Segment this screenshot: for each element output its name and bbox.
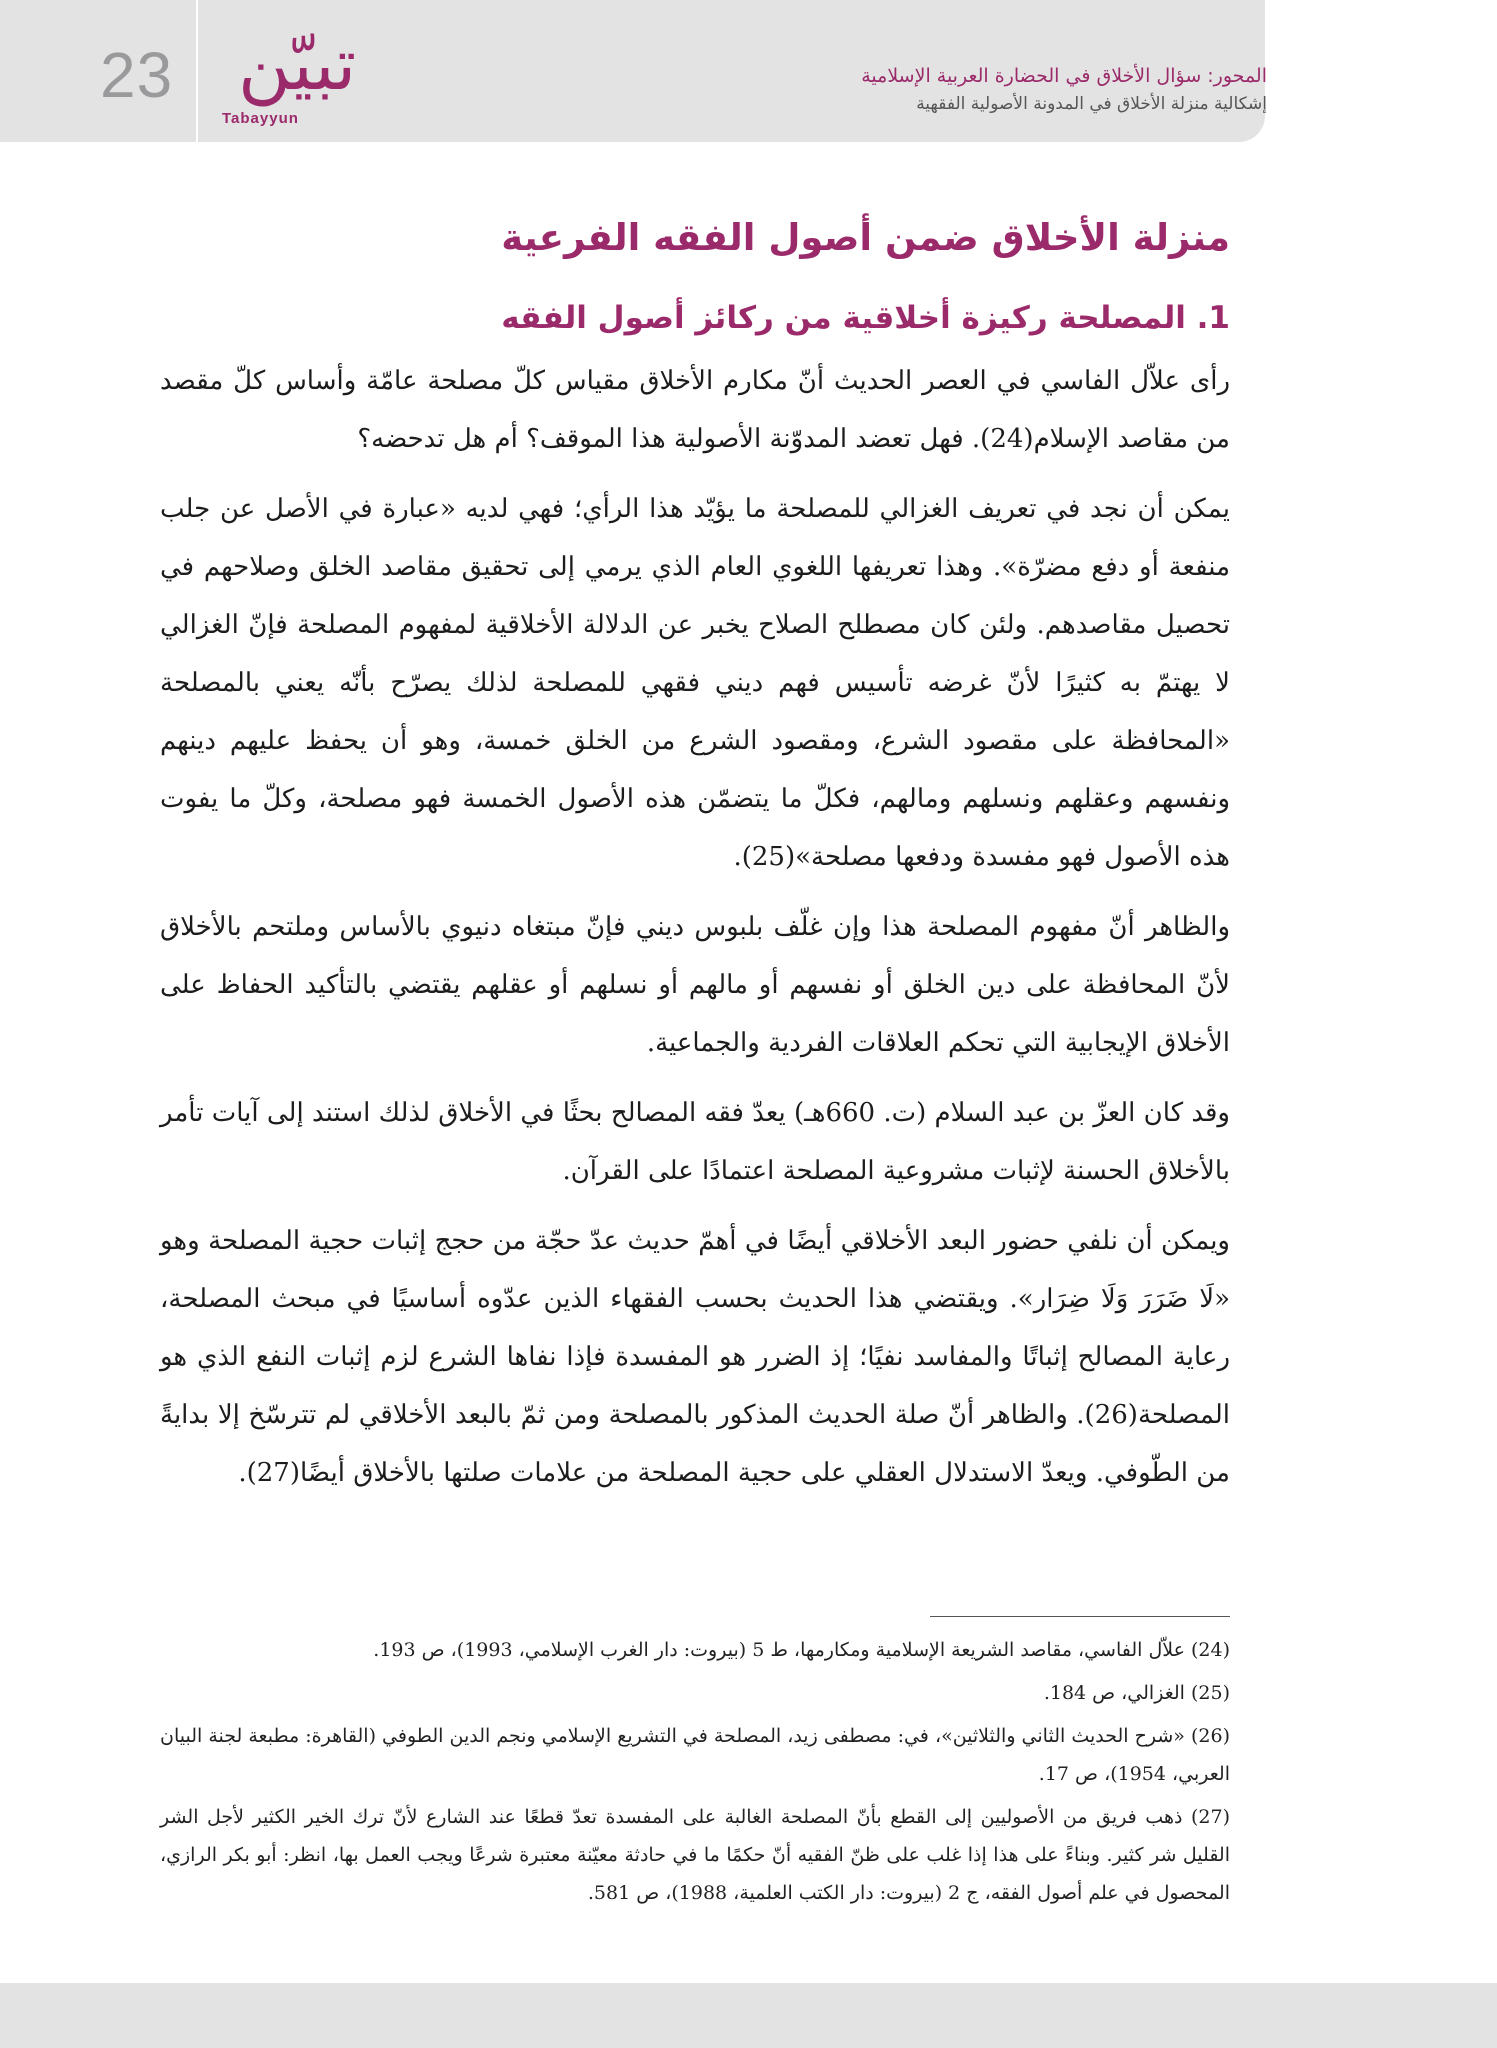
paragraph: والظاهر أنّ مفهوم المصلحة هذا وإن غلّف بلبوس ديني فإنّ مبتغاه دنيوي بالأساس وملتحم بالأخلاق لأنّ المحافظة على دين الخلق أو نفسهم أو مالهم أو نسلهم أو عقلهم يقتضي بالتأكيد الحفاظ على الأخلاق الإيجابية التي تحكم العلاقات الفردية والجماعية. xyxy=(160,912,1230,1058)
footnote: (27) ذهب فريق من الأصوليين إلى القطع بأنّ المصلحة الغالبة على المفسدة تعدّ قطعًا عند الشارع لأنّ ترك الخير الكثير لأجل الشر القليل شر كثير. وبناءً على هذا إذا غلب على ظنّ الفقيه أنّ حكمًا ما في حادثة معيّنة معتبرة شرعًا ويجب العمل بها، انظر: أبو بكر الرازي، المحصول في علم أصول الفقه، ج 2 (بيروت: دار الكتب العلمية، 1988)، ص 581. xyxy=(160,1806,1231,1904)
paragraph: ويمكن أن نلفي حضور البعد الأخلاقي أيضًا في أهمّ حديث عدّ حجّة من حجج إثبات حجية المصلحة وهو «لَا ضَرَرَ وَلَا ضِرَار». ويقتضي هذا الحديث بحسب الفقهاء الذين عدّوه أساسيًا في مبحث المصلحة، رعاية المصالح إثباتًا والمفاسد نفيًا؛ إذ الضرر هو المفسدة فإذا نفاها الشرع لزم إثبات النفع الذي هو المصلحة(26). والظاهر أنّ صلة الحديث المذكور بالمصلحة ومن ثمّ بالبعد الأخلاقي لم تترسّخ إلا بدايةً من الطّوفي. ويعدّ الاستدلال العقلي على حجية المصلحة من علامات صلتها بالأخلاق أيضًا(27). xyxy=(160,1226,1230,1488)
paragraph: وقد كان العزّ بن عبد السلام (ت. 660هـ) يعدّ فقه المصالح بحثًا في الأخلاق لذلك استند إلى آيات تأمر بالأخلاق الحسنة لإثبات مشروعية المصلحة اعتمادًا على القرآن. xyxy=(160,1098,1230,1186)
paragraph: رأى علاّل الفاسي في العصر الحديث أنّ مكارم الأخلاق مقياس كلّ مصلحة عامّة وأساس كلّ مقصد من مقاصد الإسلام(24). فهل تعضد المدوّنة الأصولية هذا الموقف؟ أم هل تدحضه؟ xyxy=(160,366,1230,454)
main-content xyxy=(160,210,1230,1514)
logo-arabic-mark: تبيّن xyxy=(238,22,357,106)
running-title: المحور: سؤال الأخلاق في الحضارة العربية الإسلامية xyxy=(861,65,1267,87)
footnotes xyxy=(160,1602,1230,1917)
header-divider xyxy=(196,0,198,142)
footnote: (26) «شرح الحديث الثاني والثلاثين»، في: مصطفى زيد، المصلحة في التشريع الإسلامي ونجم الدين الطوفي (القاهرة: مطبعة لجنة البيان العربي، 1954)، ص 17. xyxy=(160,1725,1230,1785)
footnote: (25) الغزالي، ص 184. xyxy=(1043,1682,1230,1704)
running-subtitle: إشكالية منزلة الأخلاق في المدونة الأصولية الفقهية xyxy=(916,94,1267,114)
page-number: 23 xyxy=(100,39,174,111)
journal-logo xyxy=(212,14,392,134)
section-title: منزلة الأخلاق ضمن أصول الفقه الفرعية xyxy=(501,216,1230,259)
footer-band xyxy=(0,1983,1497,2048)
footnote-separator xyxy=(930,1616,1230,1617)
running-header xyxy=(861,62,1267,118)
logo-latin-word: Tabayyun xyxy=(222,110,299,127)
subsection-title: 1. المصلحة ركيزة أخلاقية من ركائز أصول الفقه xyxy=(501,300,1230,336)
footnote: (24) علاّل الفاسي، مقاصد الشريعة الإسلامية ومكارمها، ط 5 (بيروت: دار الغرب الإسلامي، 1993)، ص 193. xyxy=(373,1639,1230,1661)
paragraph: يمكن أن نجد في تعريف الغزالي للمصلحة ما يؤيّد هذا الرأي؛ فهي لديه «عبارة في الأصل عن جلب منفعة أو دفع مضرّة». وهذا تعريفها اللغوي العام الذي يرمي إلى تحقيق مقاصد الخلق وصلاحهم في تحصيل مقاصدهم. ولئن كان مصطلح الصلاح يخبر عن الدلالة الأخلاقية لمفهوم المصلحة فإنّ الغزالي لا يهتمّ به كثيرًا لأنّ غرضه تأسيس فهم ديني فقهي للمصلحة لذلك يصرّح بأنّه يعني بالمصلحة «المحافظة على مقصود الشرع، ومقصود الشرع من الخلق خمسة، وهو أن يحفظ عليهم دينهم ونفسهم وعقلهم ونسلهم ومالهم، فكلّ ما يتضمّن هذه الأصول الخمسة فهو مصلحة، وكلّ ما يفوت هذه الأصول فهو مفسدة ودفعها مصلحة»(25). xyxy=(160,494,1231,872)
